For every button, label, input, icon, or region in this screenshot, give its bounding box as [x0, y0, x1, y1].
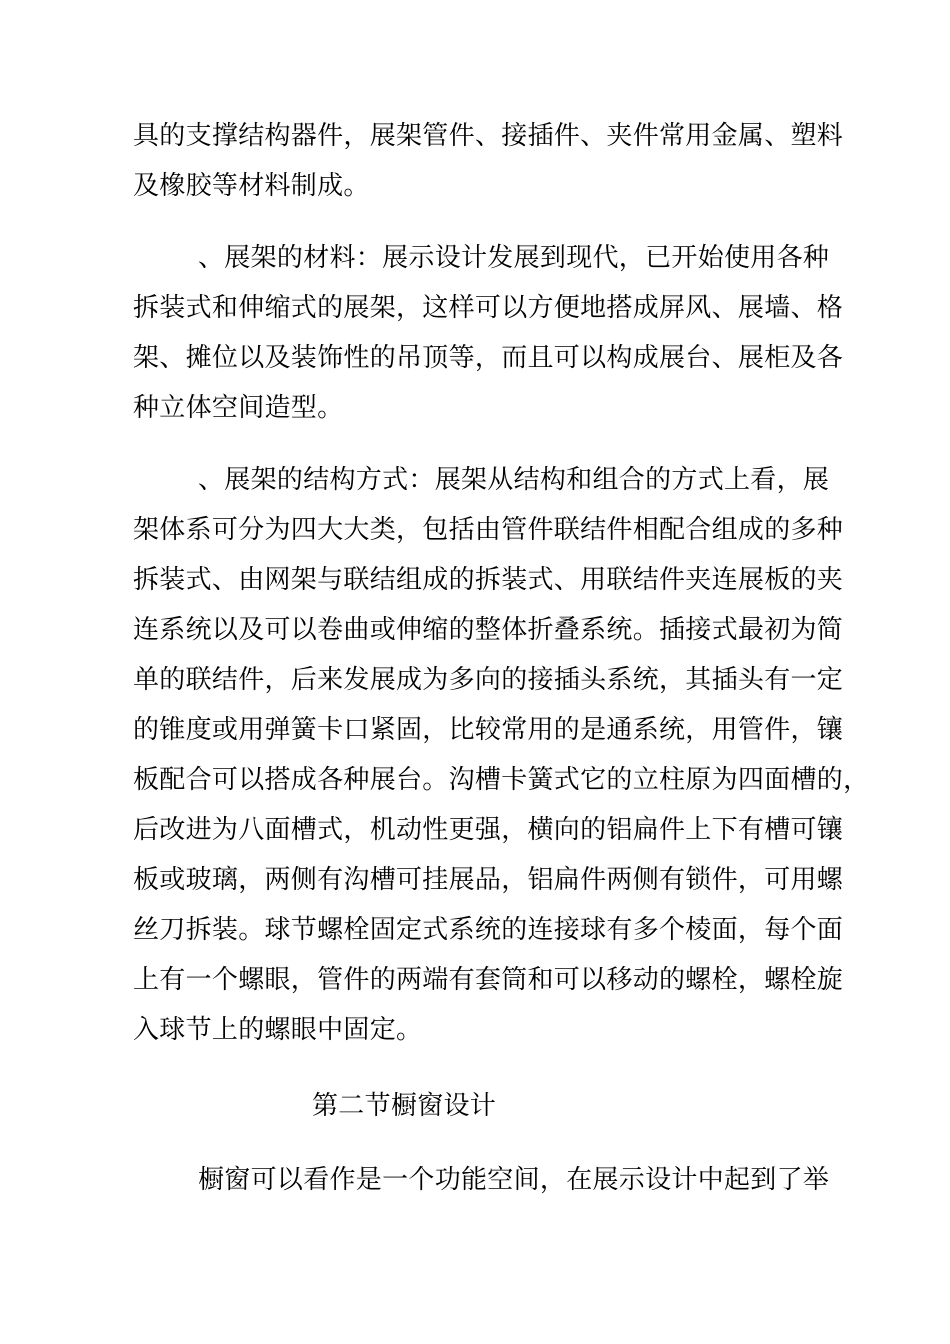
section-heading: 第二节橱窗设计	[312, 1091, 497, 1121]
paragraph-3-line-12: 入球节上的螺眼中固定。	[133, 1015, 423, 1045]
paragraph-3-line-11: 上有一个螺眼，管件的两端有套筒和可以移动的螺栓，螺栓旋	[133, 965, 844, 995]
paragraph-2-line-3: 架、摊位以及装饰性的吊顶等，而且可以构成展台、展柜及各	[133, 343, 844, 373]
paragraph-3-line-8: 后改进为八面槽式，机动性更强，横向的铝扁件上下有槽可镶	[133, 815, 844, 845]
paragraph-3-line-2: 架体系可分为四大大类，包括由管件联结件相配合组成的多种	[133, 515, 844, 545]
paragraph-3-line-10: 丝刀拆装。球节螺栓固定式系统的连接球有多个棱面，每个面	[133, 915, 844, 945]
paragraph-1-line-1: 具的支撑结构器件，展架管件、接插件、夹件常用金属、塑料	[133, 121, 844, 151]
paragraph-3-line-6: 的锥度或用弹簧卡口紧固，比较常用的是通系统，用管件，镶	[133, 715, 844, 745]
paragraph-3-line-5: 单的联结件，后来发展成为多向的接插头系统，其插头有一定	[133, 665, 844, 695]
paragraph-1-line-2: 及橡胶等材料制成。	[133, 171, 370, 201]
paragraph-2-line-1: 、展架的材料：展示设计发展到现代，已开始使用各种	[198, 243, 830, 273]
paragraph-3-line-9: 板或玻璃，两侧有沟槽可挂展品，铝扁件两侧有锁件，可用螺	[133, 865, 844, 895]
paragraph-2-line-2: 拆装式和伸缩式的展架，这样可以方便地搭成屏风、展墙、格	[133, 293, 844, 323]
paragraph-3-line-3: 拆装式、由网架与联结组成的拆装式、用联结件夹连展板的夹	[133, 565, 844, 595]
paragraph-3-line-1: 、展架的结构方式：展架从结构和组合的方式上看，展	[198, 465, 830, 495]
paragraph-3-line-7: 板配合可以搭成各种展台。沟槽卡簧式它的立柱原为四面槽的，	[133, 765, 870, 795]
paragraph-2-line-4: 种立体空间造型。	[133, 393, 344, 423]
paragraph-3-line-4: 连系统以及可以卷曲或伸缩的整体折叠系统。插接式最初为简	[133, 615, 844, 645]
paragraph-4-line-1: 橱窗可以看作是一个功能空间，在展示设计中起到了举	[198, 1165, 830, 1195]
